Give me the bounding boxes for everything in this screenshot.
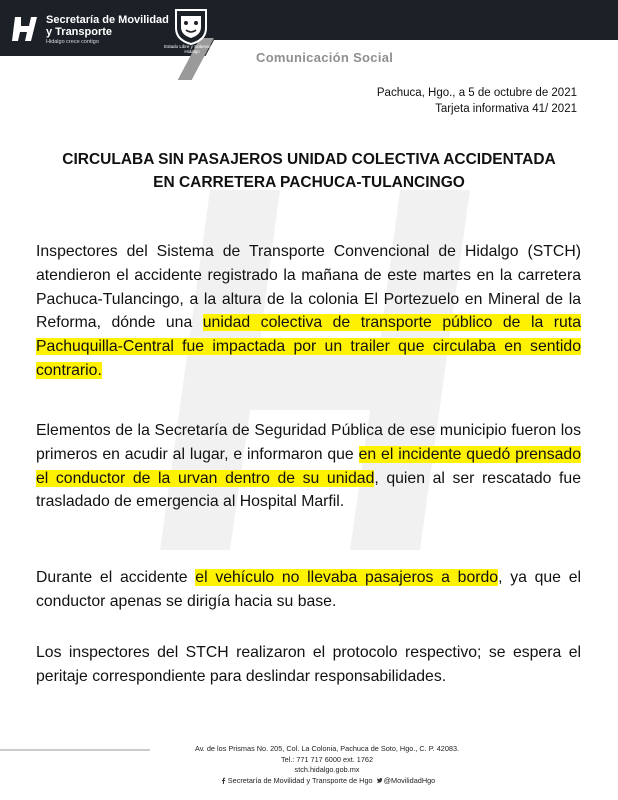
paragraph-1-text: Inspectores del Sistema de Transporte Convencional de Hidalgo (STCH) atendieron el accidente registrado la mañana de este martes en la carretera Pachuca-Tulancingo, a la altura de la colonia El Portezuelo en Mineral de la Reforma, dónde una <box>36 243 581 332</box>
card-number: Tarjeta informativa 41/ 2021 <box>435 103 577 115</box>
org-name <box>46 14 169 46</box>
paragraph-2 <box>36 419 581 514</box>
paragraph-2-text: Elementos de la Secretaría de Seguridad Pública de ese municipio fueron los primeros en acudir al lugar, e informaron que <box>36 422 581 463</box>
org-name-line1: Secretaría de Movilidad <box>46 14 169 26</box>
paragraph-3-text: Durante el accidente <box>36 569 196 586</box>
paragraph-4: Los inspectores del STCH realizaron el protocolo respectivo; se espera el peritaje correspondiente para deslindar responsabilidades. <box>36 644 581 685</box>
state-crest-icon <box>168 6 214 46</box>
hidalgo-h-logo-icon <box>10 14 40 44</box>
headline-line2: EN CARRETERA PACHUCA-TULANCINGO <box>153 174 465 191</box>
letterhead-banner <box>0 0 618 80</box>
footer-social <box>142 776 512 787</box>
twitter-icon[interactable] <box>376 777 383 784</box>
department-name: Comunicación Social <box>256 50 394 65</box>
paragraph-1 <box>36 240 581 383</box>
paragraph-2-text-end: , quien al ser rescatado fue trasladado de emergencia al Hospital Marfil. <box>36 469 581 511</box>
facebook-handle[interactable]: Secretaría de Movilidad y Transporte de Hgo <box>227 775 373 785</box>
footer-phone: Tel.: 771 717 6000 ext. 1762 <box>280 754 374 764</box>
paragraph-3-text-end: , ya que el conductor apenas se dirigía hacia su base. <box>36 569 581 610</box>
headline-line1: CIRCULABA SIN PASAJEROS UNIDAD COLECTIVA ACCIDENTADA <box>62 151 556 168</box>
document-meta <box>377 85 577 117</box>
facebook-icon[interactable] <box>220 777 227 784</box>
paragraph-3 <box>36 566 581 614</box>
date-line: Pachuca, Hgo., a 5 de octubre de 2021 <box>376 87 577 99</box>
footer-address: Av. de los Prismas No. 205, Col. La Colonia, Pachuca de Soto, Hgo., C. P. 42083. <box>194 744 460 753</box>
footer-contact <box>142 744 512 786</box>
paragraph-3-highlight: el vehículo no llevaba pasajeros a bordo <box>195 569 499 586</box>
org-tagline: Hidalgo crece contigo <box>46 39 99 45</box>
org-name-line2: y Transporte <box>46 26 113 38</box>
paragraph-1-highlight: unidad colectiva de transporte público de la ruta Pachuquilla-Central fue impactada por un trailer que circulaba en sentido contrario. <box>36 314 581 379</box>
crest-caption: Estado Libre y Soberano de Hidalgo <box>164 44 220 54</box>
twitter-handle[interactable]: @MovilidadHgo <box>383 775 436 785</box>
headline <box>30 148 588 194</box>
paragraph-2-highlight: en el incidente quedó prensado el conductor de la urvan dentro de su unidad <box>36 445 581 487</box>
footer-website[interactable]: stch.hidalgo.gob.mx <box>294 765 360 774</box>
